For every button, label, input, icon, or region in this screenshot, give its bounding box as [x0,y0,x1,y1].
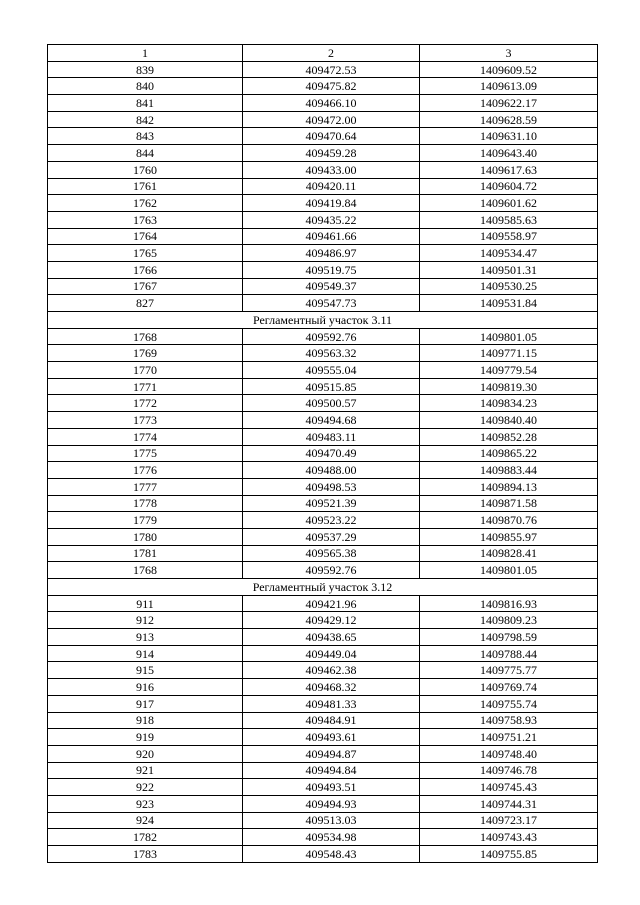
y-coordinate-cell: 1409744.31 [420,795,598,812]
x-coordinate-cell: 409548.43 [243,846,420,863]
section-title-row [48,312,598,329]
table-row [48,762,598,779]
x-coordinate-cell: 409468.32 [243,679,420,696]
table-row [48,462,598,479]
point-number-cell: 913 [48,629,243,646]
table-row [48,395,598,412]
x-coordinate-cell: 409435.22 [243,211,420,228]
y-coordinate-cell: 1409631.10 [420,128,598,145]
table-row [48,562,598,579]
table-row [48,228,598,245]
y-coordinate-cell: 1409798.59 [420,629,598,646]
table-row [48,195,598,212]
point-number-cell: 1770 [48,362,243,379]
x-coordinate-cell: 409420.11 [243,178,420,195]
point-number-cell: 1768 [48,328,243,345]
y-coordinate-cell: 1409601.62 [420,195,598,212]
point-number-cell: 911 [48,595,243,612]
table-row [48,345,598,362]
y-coordinate-cell: 1409751.21 [420,729,598,746]
x-coordinate-cell: 409484.91 [243,712,420,729]
point-number-cell: 923 [48,795,243,812]
table-row [48,278,598,295]
table-row [48,161,598,178]
point-number-cell: 1773 [48,412,243,429]
point-number-cell: 1771 [48,378,243,395]
table-row [48,128,598,145]
table-row [48,846,598,863]
x-coordinate-cell: 409521.39 [243,495,420,512]
table-row [48,145,598,162]
y-coordinate-cell: 1409894.13 [420,478,598,495]
y-coordinate-cell: 1409801.05 [420,562,598,579]
table-row [48,829,598,846]
table-row [48,95,598,112]
table-row [48,745,598,762]
x-coordinate-cell: 409565.38 [243,545,420,562]
y-coordinate-cell: 1409501.31 [420,261,598,278]
point-number-cell: 917 [48,695,243,712]
x-coordinate-cell: 409555.04 [243,362,420,379]
table-row [48,595,598,612]
point-number-cell: 1782 [48,829,243,846]
x-coordinate-cell: 409534.98 [243,829,420,846]
table-row [48,178,598,195]
y-coordinate-cell: 1409745.43 [420,779,598,796]
point-number-cell: 1761 [48,178,243,195]
x-coordinate-cell: 409433.00 [243,161,420,178]
y-coordinate-cell: 1409755.85 [420,846,598,863]
point-number-cell: 919 [48,729,243,746]
y-coordinate-cell: 1409758.93 [420,712,598,729]
section-title-row [48,579,598,596]
y-coordinate-cell: 1409604.72 [420,178,598,195]
y-coordinate-cell: 1409819.30 [420,378,598,395]
point-number-cell: 1776 [48,462,243,479]
y-coordinate-cell: 1409865.22 [420,445,598,462]
y-coordinate-cell: 1409801.05 [420,328,598,345]
x-coordinate-cell: 409592.76 [243,328,420,345]
point-number-cell: 1777 [48,478,243,495]
table-row [48,629,598,646]
y-coordinate-cell: 1409743.43 [420,829,598,846]
point-number-cell: 844 [48,145,243,162]
x-coordinate-cell: 409500.57 [243,395,420,412]
point-number-cell: 924 [48,812,243,829]
x-coordinate-cell: 409513.03 [243,812,420,829]
y-coordinate-cell: 1409870.76 [420,512,598,529]
point-number-cell: 912 [48,612,243,629]
point-number-cell: 1774 [48,428,243,445]
y-coordinate-cell: 1409852.28 [420,428,598,445]
x-coordinate-cell: 409563.32 [243,345,420,362]
y-coordinate-cell: 1409779.54 [420,362,598,379]
section-title: Регламентный участок 3.12 [48,579,598,596]
y-coordinate-cell: 1409771.15 [420,345,598,362]
point-number-cell: 839 [48,61,243,78]
x-coordinate-cell: 409515.85 [243,378,420,395]
column-header-point-number: 1 [48,45,243,62]
x-coordinate-cell: 409421.96 [243,595,420,612]
y-coordinate-cell: 1409628.59 [420,111,598,128]
point-number-cell: 922 [48,779,243,796]
y-coordinate-cell: 1409748.40 [420,745,598,762]
table-row [48,528,598,545]
point-number-cell: 1781 [48,545,243,562]
x-coordinate-cell: 409523.22 [243,512,420,529]
y-coordinate-cell: 1409755.74 [420,695,598,712]
x-coordinate-cell: 409592.76 [243,562,420,579]
table-row [48,111,598,128]
x-coordinate-cell: 409470.49 [243,445,420,462]
column-header-y: 3 [420,45,598,62]
y-coordinate-cell: 1409723.17 [420,812,598,829]
table-header [48,45,598,62]
y-coordinate-cell: 1409809.23 [420,612,598,629]
table-row [48,729,598,746]
section-title: Регламентный участок 3.11 [48,312,598,329]
table-row [48,428,598,445]
x-coordinate-cell: 409493.61 [243,729,420,746]
point-number-cell: 1780 [48,528,243,545]
y-coordinate-cell: 1409816.93 [420,595,598,612]
point-number-cell: 915 [48,662,243,679]
table-row [48,795,598,812]
table-row [48,679,598,696]
coordinates-table [47,44,598,863]
point-number-cell: 921 [48,762,243,779]
table-row [48,712,598,729]
table-row [48,295,598,312]
point-number-cell: 914 [48,645,243,662]
y-coordinate-cell: 1409883.44 [420,462,598,479]
point-number-cell: 1783 [48,846,243,863]
table-row [48,812,598,829]
y-coordinate-cell: 1409871.58 [420,495,598,512]
x-coordinate-cell: 409498.53 [243,478,420,495]
table-row [48,662,598,679]
y-coordinate-cell: 1409617.63 [420,161,598,178]
table-row [48,362,598,379]
x-coordinate-cell: 409494.87 [243,745,420,762]
x-coordinate-cell: 409547.73 [243,295,420,312]
table-row [48,612,598,629]
x-coordinate-cell: 409486.97 [243,245,420,262]
point-number-cell: 843 [48,128,243,145]
point-number-cell: 1778 [48,495,243,512]
point-number-cell: 840 [48,78,243,95]
x-coordinate-cell: 409483.11 [243,428,420,445]
y-coordinate-cell: 1409613.09 [420,78,598,95]
table-row [48,378,598,395]
x-coordinate-cell: 409470.64 [243,128,420,145]
x-coordinate-cell: 409493.51 [243,779,420,796]
x-coordinate-cell: 409549.37 [243,278,420,295]
x-coordinate-cell: 409438.65 [243,629,420,646]
point-number-cell: 1762 [48,195,243,212]
point-number-cell: 1779 [48,512,243,529]
x-coordinate-cell: 409459.28 [243,145,420,162]
y-coordinate-cell: 1409530.25 [420,278,598,295]
table-row [48,512,598,529]
y-coordinate-cell: 1409775.77 [420,662,598,679]
y-coordinate-cell: 1409746.78 [420,762,598,779]
y-coordinate-cell: 1409609.52 [420,61,598,78]
y-coordinate-cell: 1409834.23 [420,395,598,412]
x-coordinate-cell: 409472.00 [243,111,420,128]
y-coordinate-cell: 1409769.74 [420,679,598,696]
y-coordinate-cell: 1409531.84 [420,295,598,312]
point-number-cell: 1767 [48,278,243,295]
column-header-x: 2 [243,45,420,62]
point-number-cell: 1763 [48,211,243,228]
table-row [48,78,598,95]
point-number-cell: 827 [48,295,243,312]
y-coordinate-cell: 1409558.97 [420,228,598,245]
table-row [48,211,598,228]
x-coordinate-cell: 409537.29 [243,528,420,545]
x-coordinate-cell: 409462.38 [243,662,420,679]
table-row [48,478,598,495]
table-row [48,445,598,462]
document-page [47,44,597,863]
point-number-cell: 918 [48,712,243,729]
x-coordinate-cell: 409449.04 [243,645,420,662]
header-row [48,45,598,62]
table-row [48,412,598,429]
point-number-cell: 1766 [48,261,243,278]
table-row [48,61,598,78]
y-coordinate-cell: 1409585.63 [420,211,598,228]
point-number-cell: 1765 [48,245,243,262]
y-coordinate-cell: 1409788.44 [420,645,598,662]
point-number-cell: 1760 [48,161,243,178]
point-number-cell: 1772 [48,395,243,412]
y-coordinate-cell: 1409828.41 [420,545,598,562]
point-number-cell: 842 [48,111,243,128]
x-coordinate-cell: 409481.33 [243,695,420,712]
x-coordinate-cell: 409494.68 [243,412,420,429]
table-row [48,261,598,278]
x-coordinate-cell: 409488.00 [243,462,420,479]
x-coordinate-cell: 409494.93 [243,795,420,812]
y-coordinate-cell: 1409643.40 [420,145,598,162]
table-body [48,61,598,862]
table-row [48,328,598,345]
x-coordinate-cell: 409475.82 [243,78,420,95]
table-row [48,495,598,512]
y-coordinate-cell: 1409840.40 [420,412,598,429]
x-coordinate-cell: 409494.84 [243,762,420,779]
table-row [48,695,598,712]
table-row [48,645,598,662]
table-row [48,545,598,562]
point-number-cell: 920 [48,745,243,762]
y-coordinate-cell: 1409534.47 [420,245,598,262]
point-number-cell: 1768 [48,562,243,579]
point-number-cell: 841 [48,95,243,112]
x-coordinate-cell: 409466.10 [243,95,420,112]
point-number-cell: 1769 [48,345,243,362]
x-coordinate-cell: 409419.84 [243,195,420,212]
table-row [48,779,598,796]
y-coordinate-cell: 1409855.97 [420,528,598,545]
point-number-cell: 1775 [48,445,243,462]
x-coordinate-cell: 409472.53 [243,61,420,78]
table-row [48,245,598,262]
point-number-cell: 1764 [48,228,243,245]
point-number-cell: 916 [48,679,243,696]
x-coordinate-cell: 409519.75 [243,261,420,278]
x-coordinate-cell: 409461.66 [243,228,420,245]
y-coordinate-cell: 1409622.17 [420,95,598,112]
x-coordinate-cell: 409429.12 [243,612,420,629]
